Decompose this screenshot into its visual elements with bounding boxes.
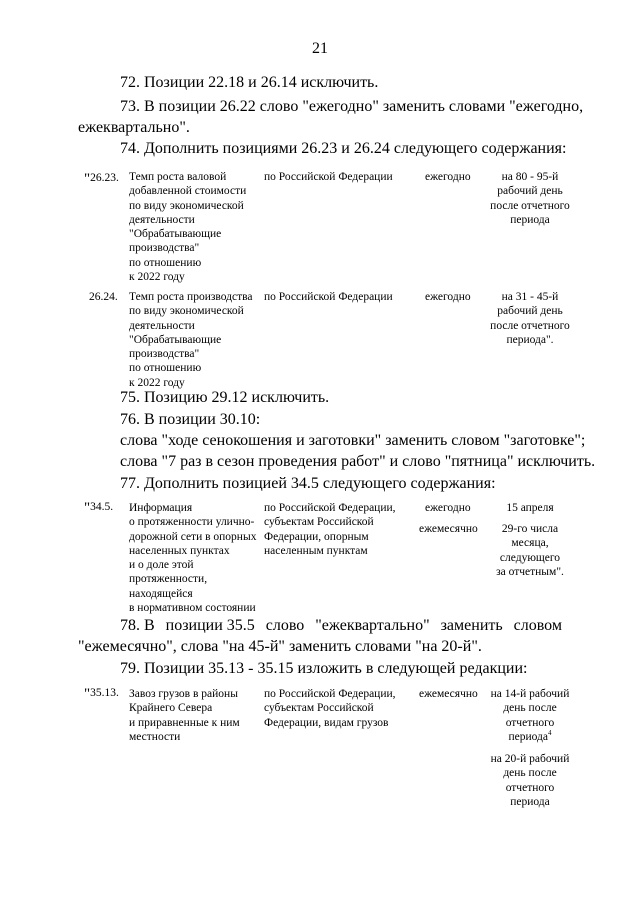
paragraph-73-line-2: ежеквартально". (78, 119, 190, 136)
row-deadline-1: на 14-й рабочий день после отчетного периода$^4$ (490, 688, 570, 743)
paragraph-74: 74. Дополнить позициями 26.23 и 26.24 следующего содержания: (120, 140, 567, 157)
row-period-monthly: ежемесячно (419, 523, 478, 535)
paragraph-77: 77. Дополнить позицией 34.5 следующего содержания: (120, 475, 496, 492)
paragraph-76-line-2: слова "ходе сенокошения и заготовки" заменить словом "заготовке"; (120, 432, 586, 449)
row-deadline-2: на 20-й рабочий день после отчетного периода (490, 753, 570, 808)
row-period: ежегодно (425, 291, 471, 303)
row-level: по Российской Федерации (264, 171, 393, 183)
page-number: 21 (312, 40, 328, 57)
paragraph-79: 79. Позиции 35.13 - 35.15 изложить в следующей редакции: (120, 660, 528, 677)
paragraph-78-line-1: 78. В позиции 35.5 слово "ежеквартально" заменить словом (120, 617, 562, 634)
paragraph-76-line-1: 76. В позиции 30.10: (120, 411, 261, 428)
row-code: "35.13. (84, 686, 119, 702)
paragraph-76-line-3: слова "7 раз в сезон проведения работ" и слово "пятница" исключить. (120, 453, 596, 470)
row-level: по Российской Федерации, субъектам Российской Федерации, опорным населенным пунктам (264, 502, 396, 557)
row-level: по Российской Федерации, субъектам Российской Федерации, видам грузов (264, 688, 396, 729)
row-code: "34.5. (84, 500, 114, 516)
row-code: "26.23. (84, 171, 119, 187)
paragraph-73-line-1: 73. В позиции 26.22 слово "ежегодно" заменить словами "ежегодно, (120, 98, 584, 115)
paragraph-75: 75. Позицию 29.12 исключить. (120, 389, 330, 406)
row-level: по Российской Федерации (264, 291, 393, 303)
row-description: Информация о протяженности улично- дорожной сети в опорных населенных пунктах и о доле этой протяженности, находящейся в нормативном состоянии (129, 502, 257, 615)
row-period: ежегодно (425, 171, 471, 183)
row-period-annual: ежегодно (425, 502, 471, 514)
row-description: Темп роста валовой добавленной стоимости по виду экономической деятельности "Обрабатывающие производства" по отношению к 2022 году (129, 171, 247, 284)
paragraph-78-line-2: "ежемесячно", слова "на 45-й" заменить словами "на 20-й". (78, 638, 482, 655)
row-code: 26.24. (89, 291, 118, 303)
row-deadline: на 80 - 95-й рабочий день после отчетного периода (490, 171, 570, 226)
paragraph-72: 72. Позиции 22.18 и 26.14 исключить. (120, 74, 379, 91)
row-deadline: на 31 - 45-й рабочий день после отчетного периода". (490, 291, 570, 346)
row-period: ежемесячно (419, 688, 478, 700)
footnote-marker: 4 (548, 729, 552, 738)
row-deadline-annual: 15 апреля (506, 502, 554, 514)
row-description: Темп роста производства по виду экономической деятельности "Обрабатывающие производства" по отношению к 2022 году (129, 291, 253, 389)
row-deadline-monthly: 29-го числа месяца, следующего за отчетным". (496, 523, 564, 578)
closing-quote: ". (556, 565, 564, 578)
row-description: Завоз грузов в районы Крайнего Севера и приравненные к ним местности (129, 688, 240, 743)
closing-quote: ". (545, 333, 554, 346)
